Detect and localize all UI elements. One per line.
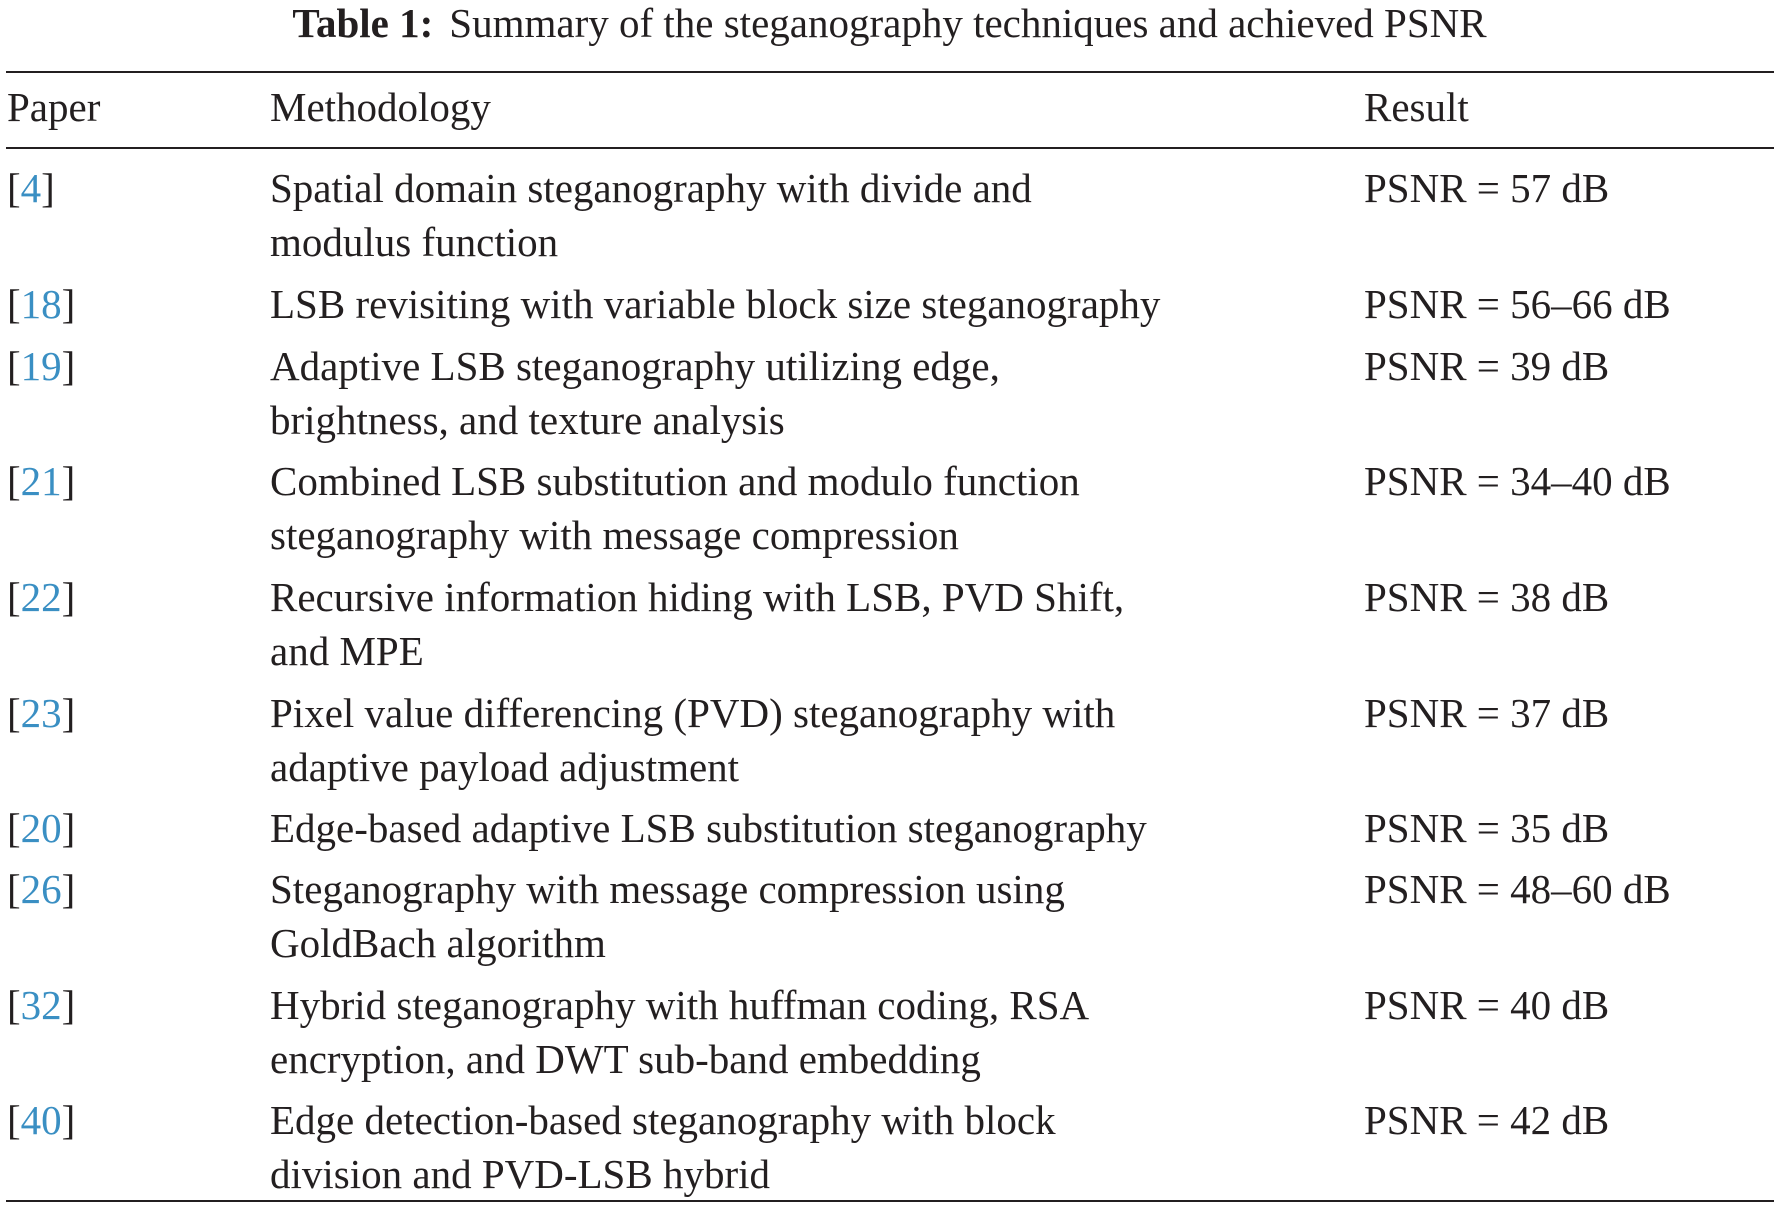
table-row — [0, 277, 1779, 331]
methodology-line: division and PVD-LSB hybrid — [270, 1151, 770, 1197]
table-top-rule — [6, 71, 1774, 73]
citation-link[interactable]: 20 — [20, 805, 62, 851]
header-result: Result — [1364, 84, 1469, 130]
table-row — [0, 862, 1779, 970]
header-paper: Paper — [7, 84, 101, 130]
citation-link[interactable]: 4 — [20, 165, 42, 211]
methodology-line: and MPE — [270, 628, 424, 674]
result-cell: PSNR = 40 dB — [1364, 982, 1610, 1028]
methodology-line: encryption, and DWT sub-band embedding — [270, 1036, 981, 1082]
result-cell: PSNR = 34–40 dB — [1364, 458, 1671, 504]
table-row — [0, 161, 1779, 269]
paper-ref-cell: [40] — [7, 1097, 76, 1143]
paper-ref-cell: [32] — [7, 982, 76, 1028]
result-cell: PSNR = 57 dB — [1364, 165, 1610, 211]
table-caption — [0, 0, 1779, 46]
citation-link[interactable]: 18 — [20, 281, 62, 327]
citation-link[interactable]: 22 — [20, 574, 62, 620]
table-header-row — [0, 80, 1779, 142]
citation-link[interactable]: 21 — [20, 458, 62, 504]
methodology-line: Edge-based adaptive LSB substitution steganography — [270, 805, 1147, 851]
citation-link[interactable]: 32 — [20, 982, 62, 1028]
methodology-line: Edge detection-based steganography with block — [270, 1097, 1056, 1143]
methodology-line: Steganography with message compression using — [270, 866, 1065, 912]
methodology-line: Adaptive LSB steganography utilizing edge, — [270, 343, 1000, 389]
result-cell: PSNR = 35 dB — [1364, 805, 1610, 851]
result-cell: PSNR = 39 dB — [1364, 343, 1610, 389]
table-header-rule — [6, 147, 1774, 149]
paper-ref-cell: [20] — [7, 805, 76, 851]
header-methodology: Methodology — [270, 84, 491, 130]
result-cell: PSNR = 37 dB — [1364, 690, 1610, 736]
citation-link[interactable]: 26 — [20, 866, 62, 912]
methodology-line: Combined LSB substitution and modulo function — [270, 458, 1080, 504]
methodology-line: Spatial domain steganography with divide and — [270, 165, 1032, 211]
paper-ref-cell: [21] — [7, 458, 76, 504]
citation-link[interactable]: 23 — [20, 690, 62, 736]
paper-ref-cell: [23] — [7, 690, 76, 736]
result-cell: PSNR = 38 dB — [1364, 574, 1610, 620]
table-row — [0, 454, 1779, 562]
table-caption-text: Summary of the steganography techniques and achieved PSNR — [449, 0, 1487, 46]
result-cell: PSNR = 56–66 dB — [1364, 281, 1671, 327]
table-row — [0, 339, 1779, 447]
methodology-line: LSB revisiting with variable block size steganography — [270, 281, 1161, 327]
paper-ref-cell: [19] — [7, 343, 76, 389]
methodology-line: Recursive information hiding with LSB, PVD Shift, — [270, 574, 1125, 620]
citation-link[interactable]: 40 — [20, 1097, 62, 1143]
methodology-line: steganography with message compression — [270, 512, 959, 558]
table-caption-label: Table 1: — [292, 0, 434, 46]
table-row — [0, 686, 1779, 794]
paper-ref-cell: [26] — [7, 866, 76, 912]
table-bottom-rule — [6, 1200, 1774, 1202]
methodology-line: GoldBach algorithm — [270, 920, 606, 966]
paper-ref-cell: [18] — [7, 281, 76, 327]
paper-ref-cell: [22] — [7, 574, 76, 620]
methodology-line: Hybrid steganography with huffman coding, RSA — [270, 982, 1090, 1028]
result-cell: PSNR = 48–60 dB — [1364, 866, 1671, 912]
result-cell: PSNR = 42 dB — [1364, 1097, 1610, 1143]
methodology-line: modulus function — [270, 219, 559, 265]
table-row — [0, 1093, 1779, 1201]
methodology-line: brightness, and texture analysis — [270, 397, 785, 443]
citation-link[interactable]: 19 — [20, 343, 62, 389]
table-row — [0, 801, 1779, 855]
table-row — [0, 978, 1779, 1086]
table-row — [0, 570, 1779, 678]
methodology-line: adaptive payload adjustment — [270, 744, 740, 790]
paper-ref-cell: [4] — [7, 165, 55, 211]
methodology-line: Pixel value differencing (PVD) steganography with — [270, 690, 1116, 736]
